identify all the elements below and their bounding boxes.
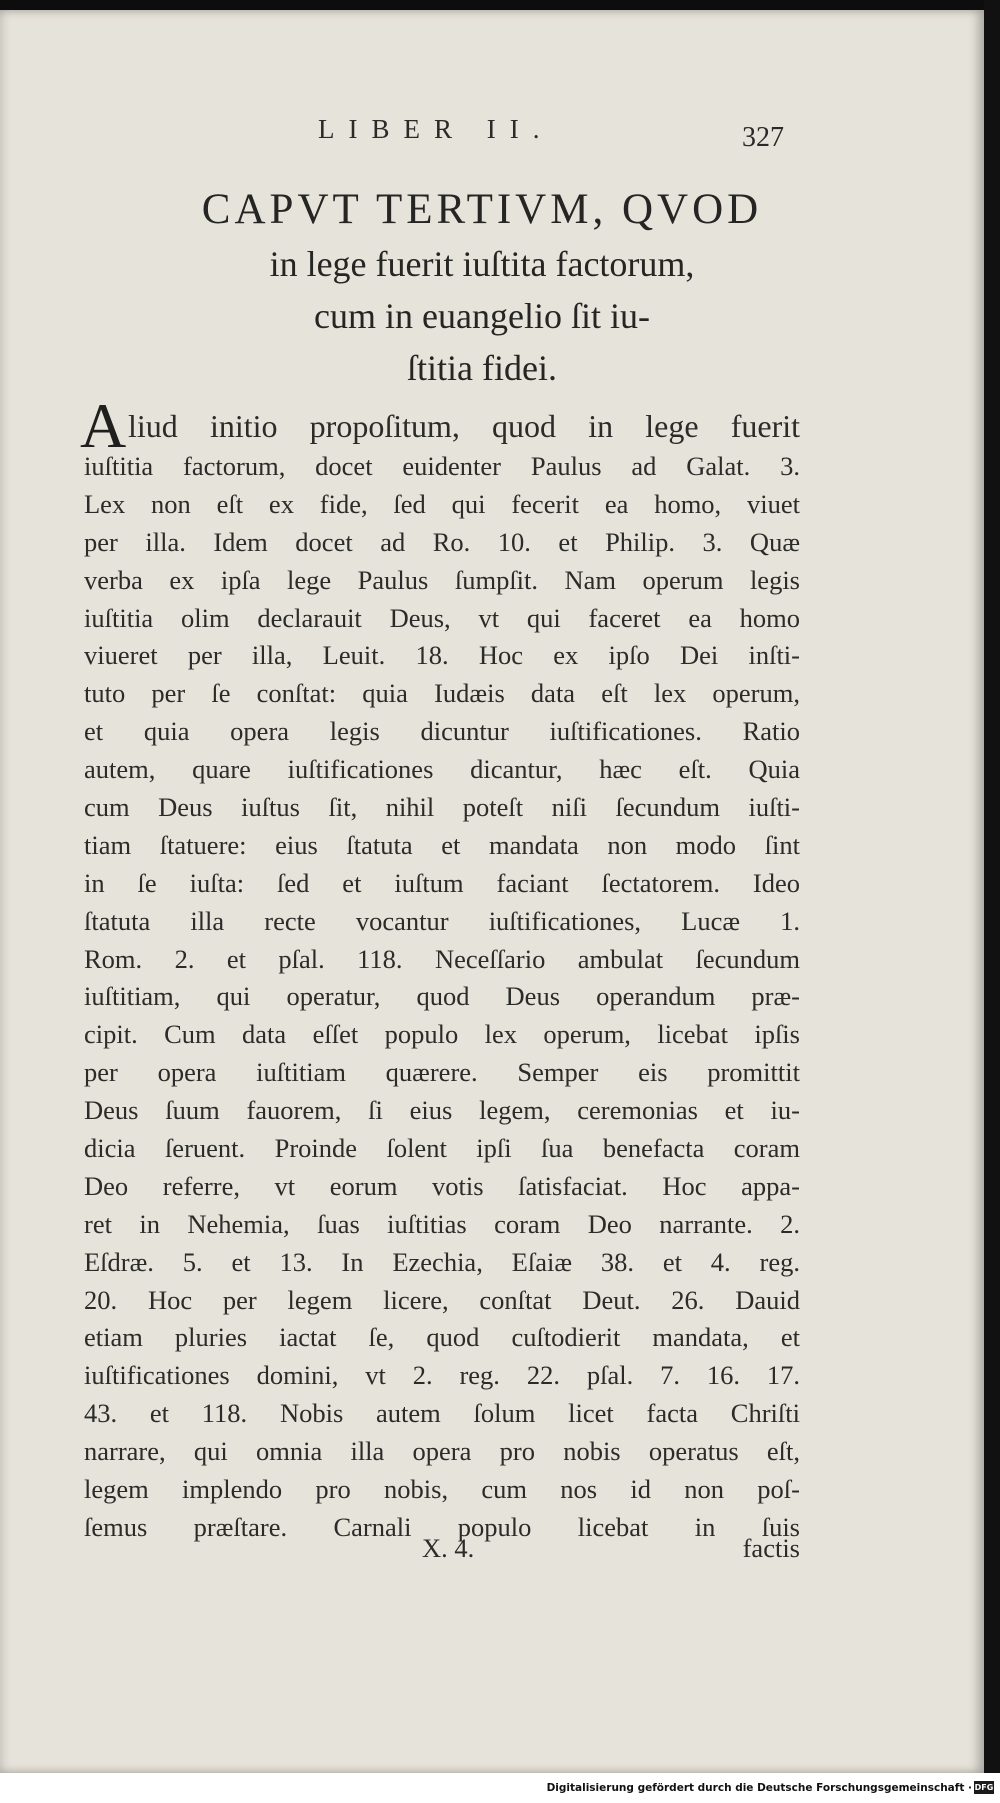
text-line: ſemus præſtare. Carnali populo licebat in ſuis bbox=[84, 1511, 800, 1542]
chapter-title-line-4: ſtitia fidei. bbox=[407, 348, 557, 388]
dfg-logo: DFG bbox=[974, 1783, 994, 1792]
binding-edge bbox=[984, 0, 1000, 1773]
book-page bbox=[0, 10, 984, 1773]
text-line: Deo referre, vt eorum votis ſatisfaciat. Hoc appa- bbox=[84, 1170, 800, 1201]
chapter-title bbox=[60, 182, 904, 394]
signature-mark: X. 4. bbox=[422, 1533, 475, 1563]
text-line bbox=[80, 390, 800, 461]
text-line: tuto per ſe conſtat: quia Iudæis data eſt lex operum, bbox=[84, 678, 800, 709]
body-lines bbox=[84, 448, 800, 1547]
text-line: per illa. Idem docet ad Ro. 10. et Philip. 3. Quæ bbox=[84, 526, 800, 557]
text-line: iuſtificationes domini, vt 2. reg. 22. pſal. 7. 16. 17. bbox=[84, 1360, 800, 1391]
text-line: ſtatuta illa recte vocantur iuſtificationes, Lucæ 1. bbox=[84, 905, 800, 936]
drop-cap: A bbox=[80, 390, 127, 461]
chapter-title-line-1: CAPVT TERTIVM, QVOD bbox=[201, 186, 763, 233]
text-line: ret in Nehemia, ſuas iuſtitias coram Deo narrante. 2. bbox=[84, 1208, 800, 1239]
body-text bbox=[80, 390, 800, 1547]
first-line-text: liud initio propoſitum, quod in lege fuerit bbox=[128, 408, 800, 444]
text-line: 43. et 118. Nobis autem ſolum licet facta Chriſti bbox=[84, 1398, 800, 1429]
footer-credit: Digitalisierung gefördert durch die Deutsche Forschungsgemeinschaft · bbox=[546, 1782, 972, 1794]
signature-line bbox=[84, 1533, 800, 1571]
text-line: tiam ſtatuere: eius ſtatuta et mandata non modo ſint bbox=[84, 829, 800, 860]
text-line: cum Deus iuſtus ſit, nihil poteſt niſi ſecundum iuſti- bbox=[84, 792, 800, 823]
text-line: et quia opera legis dicuntur iuſtificationes. Ratio bbox=[84, 716, 800, 747]
text-line: Deus ſuum fauorem, ſi eius legem, ceremonias et iu- bbox=[84, 1095, 800, 1126]
chapter-title-line-2: in lege fuerit iuſtita factorum, bbox=[269, 244, 695, 284]
text-line: 20. Hoc per legem licere, conſtat Deut. 26. Dauid bbox=[84, 1284, 800, 1315]
text-line: Eſdræ. 5. et 13. In Ezechia, Eſaiæ 38. et 4. reg. bbox=[84, 1246, 800, 1277]
chapter-title-line-3: cum in euangelio ſit iu- bbox=[314, 296, 650, 336]
text-line: etiam pluries iactat ſe, quod cuſtodierit mandata, et bbox=[84, 1322, 800, 1353]
footer-bar bbox=[0, 1773, 1000, 1803]
text-line: per opera iuſtitiam quærere. Semper eis promittit bbox=[84, 1057, 800, 1088]
text-line: legem implendo pro nobis, cum nos id non poſ- bbox=[84, 1474, 800, 1505]
text-line: iuſtitiam, qui operatur, quod Deus operandum præ- bbox=[84, 981, 800, 1012]
text-line: narrare, qui omnia illa opera pro nobis operatus eſt, bbox=[84, 1436, 800, 1467]
text-line: viueret per illa, Leuit. 18. Hoc ex ipſo Dei inſti- bbox=[84, 640, 800, 671]
text-line: in ſe iuſta: ſed et iuſtum faciant ſectatorem. Ideo bbox=[84, 867, 800, 898]
text-line: autem, quare iuſtificationes dicantur, hæc eſt. Quia bbox=[84, 754, 800, 785]
text-line: verba ex ipſa lege Paulus ſumpſit. Nam operum legis bbox=[84, 564, 800, 595]
text-line: dicia ſeruent. Proinde ſolent ipſi ſua benefacta coram bbox=[84, 1133, 800, 1164]
text-line: Lex non eſt ex fide, ſed qui fecerit ea homo, viuet bbox=[84, 488, 800, 519]
text-line: iuſtitia olim declarauit Deus, vt qui faceret ea homo bbox=[84, 602, 800, 633]
catchword: factis bbox=[742, 1533, 800, 1563]
page-number: 327 bbox=[742, 122, 784, 153]
running-head: LIBER II. bbox=[318, 114, 554, 144]
text-line: cipit. Cum data eſſet populo lex operum, licebat ipſis bbox=[84, 1019, 800, 1050]
text-line: Rom. 2. et pſal. 118. Neceſſario ambulat ſecundum bbox=[84, 943, 800, 974]
text-line: iuſtitia factorum, docet euidenter Paulus ad Galat. 3. bbox=[84, 451, 800, 481]
